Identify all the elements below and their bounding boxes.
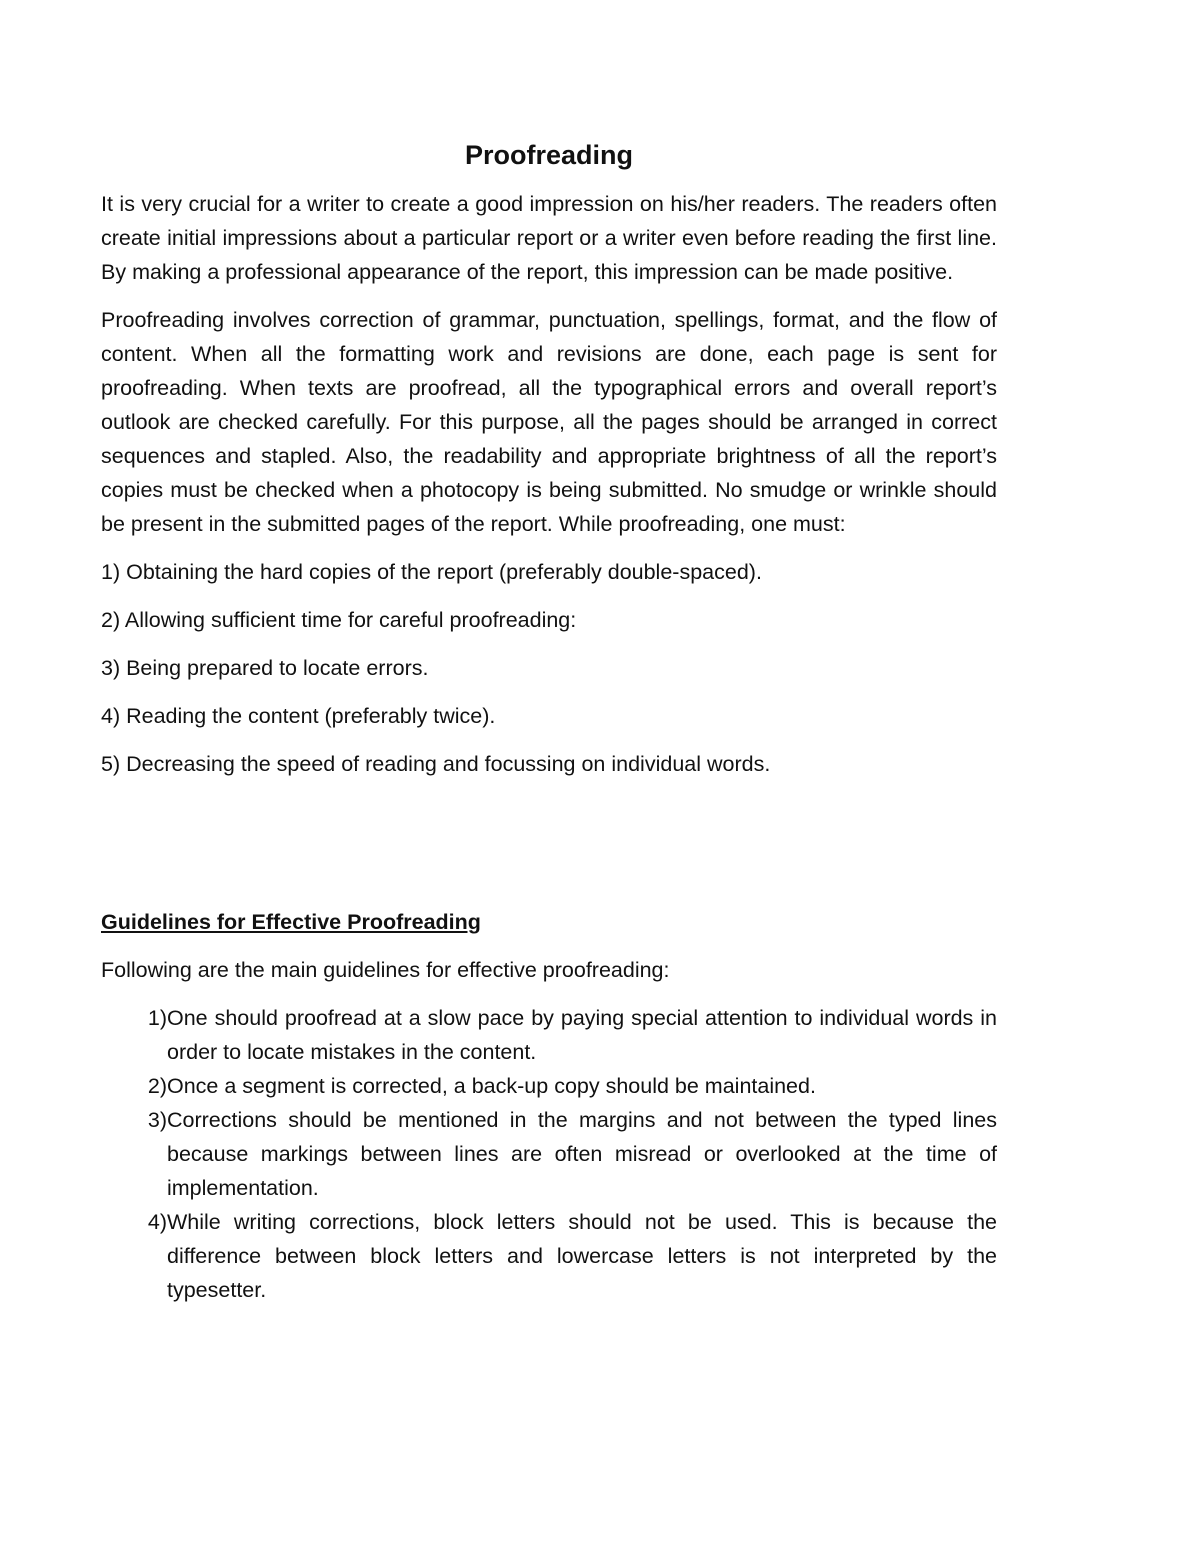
section-spacer <box>101 795 997 905</box>
must-item-1: 1) Obtaining the hard copies of the report (preferably double-spaced). <box>101 560 762 584</box>
guideline-item-3 <box>101 1103 997 1205</box>
guideline-text: One should proofread at a slow pace by paying special attention to individual words in order to locate mistakes in the content. <box>167 1006 997 1064</box>
guideline-number: 2) <box>147 1074 167 1098</box>
must-item-5: 5) Decreasing the speed of reading and focussing on individual words. <box>101 752 771 776</box>
guideline-number: 4) <box>147 1210 167 1234</box>
document-title: Proofreading <box>464 140 633 170</box>
guideline-number: 3) <box>147 1108 167 1132</box>
guideline-item-4 <box>101 1205 997 1307</box>
guidelines-list <box>101 1001 997 1307</box>
guideline-number: 1) <box>147 1006 167 1030</box>
must-item-3: 3) Being prepared to locate errors. <box>101 656 429 680</box>
document-page <box>101 130 997 1307</box>
guideline-text: Once a segment is corrected, a back-up copy should be maintained. <box>167 1074 816 1098</box>
guideline-text: Corrections should be mentioned in the margins and not between the typed lines because markings between lines are often misread or overlooked at the time of implementation. <box>167 1108 997 1200</box>
guideline-item-2 <box>101 1069 997 1103</box>
guidelines-intro: Following are the main guidelines for effective proofreading: <box>101 958 670 982</box>
guideline-text: While writing corrections, block letters should not be used. This is because the difference between block letters and lowercase letters is not interpreted by the typesetter. <box>167 1210 997 1302</box>
guideline-item-1 <box>101 1001 997 1069</box>
intro-paragraph-1: It is very crucial for a writer to create a good impression on his/her readers. The readers often create initial impressions about a particular report or a writer even before reading the first line. By making a professional appearance of the report, this impression can be made positive. <box>101 192 997 284</box>
must-item-2: 2) Allowing sufficient time for careful proofreading: <box>101 608 577 632</box>
intro-paragraph-2: Proofreading involves correction of grammar, punctuation, spellings, format, and the flow of content. When all the formatting work and revisions are done, each page is sent for proofreading. When texts are proofread, all the typographical errors and overall report’s outlook are checked carefully. For this purpose, all the pages should be arranged in correct sequences and stapled. Also, the readability and appropriate brightness of all the report’s copies must be checked when a photocopy is being submitted. No smudge or wrinkle should be present in the submitted pages of the report. While proofreading, one must: <box>101 308 997 536</box>
guidelines-heading: Guidelines for Effective Proofreading <box>101 910 481 934</box>
must-item-4: 4) Reading the content (preferably twice). <box>101 704 496 728</box>
